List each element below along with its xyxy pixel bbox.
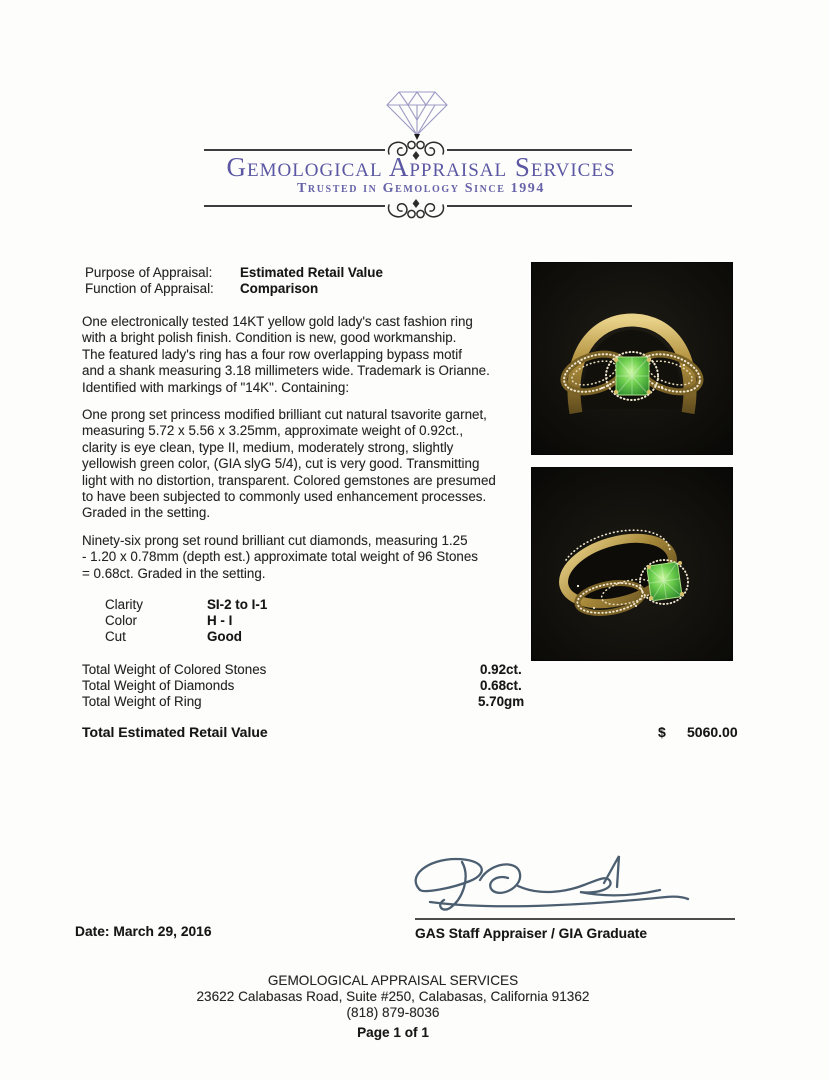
ring-photo-angled [532,468,732,660]
paragraph-line: and a shank measuring 3.18 millimeters wide. Trademark is Orianne. [82,363,490,379]
ring-description-paragraph [82,314,552,396]
total-colored-stones-label: Total Weight of Colored Stones [82,662,267,677]
grade-row-cut-value: Good [207,629,242,644]
paragraph-line: measuring 5.72 x 5.56 x 3.25mm, approximate weight of 0.92ct., [82,423,464,439]
paragraph-line: clarity is eye clean, type II, medium, moderately strong, slightly [82,439,454,455]
grade-row-color-label: Color [105,613,137,628]
total-colored-stones-value: 0.92ct. [480,662,522,677]
paragraph-line: to have been subjected to commonly used enhancement processes. [82,489,487,505]
signature-handwriting [398,850,698,922]
footer-address: 23622 Calabasas Road, Suite #250, Calabasas, California 91362 [196,989,590,1004]
diamonds-description-paragraph [82,533,562,582]
grade-row-cut-label: Cut [105,629,126,644]
footer-company: GEMOLOGICAL APPRAISAL SERVICES [267,973,519,988]
paragraph-line: One electronically tested 14KT yellow gold lady's cast fashion ring [82,314,473,329]
header-rule-top-left [204,149,385,151]
header-rule-bottom-left [204,205,385,207]
signer-title: GAS Staff Appraiser / GIA Graduate [415,926,648,941]
paragraph-line: One prong set princess modified brilliant cut natural tsavorite garnet, [82,407,487,422]
retail-value-currency: $ [658,724,666,740]
paragraph-line: - 1.20 x 0.78mm (depth est.) approximate total weight of 96 Stones [82,549,478,565]
total-ring-weight-label: Total Weight of Ring [82,694,202,709]
function-label: Function of Appraisal: [85,281,214,296]
signature-rule [415,918,735,920]
ring-photo-front [532,263,732,454]
header-rule-bottom-right [447,205,632,207]
retail-value-amount: 5060.00 [687,724,738,740]
grade-row-color-value: H - I [207,613,233,628]
grade-row-clarity-label: Clarity [105,597,143,612]
company-tagline: Trusted in Gemology Since 1994 [296,181,546,196]
gemstone-description-paragraph [82,407,562,522]
diamond-logo-icon [377,82,457,140]
total-diamonds-value: 0.68ct. [480,678,522,693]
paragraph-line: Graded in the setting. [82,505,211,521]
total-diamonds-label: Total Weight of Diamonds [82,678,235,693]
paragraph-line: Identified with markings of "14K". Containing: [82,379,350,395]
paragraph-line: The featured lady's ring has a four row overlapping bypass motif [82,346,462,362]
purpose-value: Estimated Retail Value [240,265,383,280]
total-ring-weight-value: 5.70gm [478,694,525,709]
footer-page-number: Page 1 of 1 [357,1025,429,1040]
ring-front-illustration [532,263,732,454]
paragraph-line: Ninety-six prong set round brilliant cut diamonds, measuring 1.25 [82,533,468,548]
purpose-label: Purpose of Appraisal: [85,265,213,280]
paragraph-line: with a bright polish finish. Condition is new, good workmanship. [82,330,457,346]
paragraph-line: light with no distortion, transparent. Colored gemstones are presumed [82,472,496,488]
retail-value-label: Total Estimated Retail Value [82,724,268,740]
scroll-flourish-icon [385,196,447,223]
header-rule-top-right [447,149,632,151]
company-title: Gemological Appraisal Services [226,152,616,182]
grade-row-clarity-value: SI-2 to I-1 [207,597,268,612]
paragraph-line: yellowish green color, (GIA slyG 5/4), cut is very good. Transmitting [82,456,480,472]
footer-phone: (818) 879-8036 [346,1005,440,1020]
paragraph-line: = 0.68ct. Graded in the setting. [82,565,266,581]
function-value: Comparison [240,281,319,296]
ring-angled-illustration [532,468,732,660]
appraisal-date: Date: March 29, 2016 [75,924,212,939]
